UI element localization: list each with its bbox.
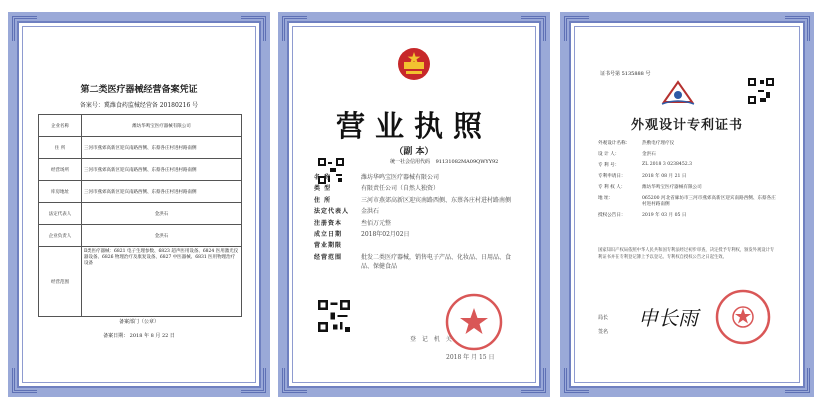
row-value: 金洪石 xyxy=(82,225,242,247)
corner-ornament xyxy=(521,368,546,393)
table-row xyxy=(39,225,242,247)
certificate-table xyxy=(38,114,242,317)
table-row xyxy=(39,159,242,181)
field-row xyxy=(314,229,520,238)
row-label: 法定代表人 xyxy=(39,203,82,225)
field-row xyxy=(314,240,520,249)
field-row xyxy=(598,195,778,207)
field-row xyxy=(598,173,778,179)
patent-fields xyxy=(598,140,778,223)
director-label: 局长 xyxy=(598,315,609,321)
row-value: 金洪石 xyxy=(82,203,242,225)
corner-ornament xyxy=(12,16,37,41)
qr-code-icon xyxy=(748,78,774,104)
field-value: 065200 河北省廊坊市三河市燕郊高新区迎宾南路西侧、东蔡各庄村进村路南侧 xyxy=(642,196,776,207)
field-label: 经营范围 xyxy=(314,253,343,261)
field-value: ZL 2018 3 0238452.3 xyxy=(642,162,693,167)
field-value: 叁佰万元整 xyxy=(361,219,392,227)
row-label: 企业负责人 xyxy=(39,225,82,247)
certificate-number: 证书号第 5135888 号 xyxy=(600,71,651,77)
record-department: 备案部门（公章） xyxy=(118,319,159,325)
row-value: 潍坊华鸣宝医疗器械有限公司 xyxy=(82,115,242,137)
field-label: 授权公告日： xyxy=(598,213,626,218)
field-row xyxy=(598,151,778,157)
patent-statement: 国家知识产权局依照中华人民共和国专利法经过初步审查，决定授予专利权，颁发外观设计专利证书并在专利登记簿上予以登记。专利权自授权公告之日起生效。 xyxy=(598,248,775,260)
field-label: 成立日期 xyxy=(314,230,343,238)
field-value: 批发二类医疗器械，销售电子产品、化妆品、日用品、食品、保健食品 xyxy=(361,253,512,270)
field-value: 有限责任公司（自然人独资） xyxy=(361,185,440,193)
registration-authority: 登 记 机 关 xyxy=(410,336,454,343)
license-fields xyxy=(314,172,520,272)
copy-label: （副 本） xyxy=(394,147,434,157)
row-value: 三河市燕郊高新区迎宾南路西侧、东蔡各庄村进村路南侧 xyxy=(82,181,242,203)
table-row xyxy=(39,203,242,225)
table-row xyxy=(39,181,242,203)
corner-ornament xyxy=(282,368,307,393)
patent-office-seal-icon xyxy=(714,288,772,346)
field-label: 注册资本 xyxy=(314,219,343,227)
medical-device-record-certificate xyxy=(8,12,270,397)
row-label: 经营场所 xyxy=(39,159,82,181)
corner-ornament xyxy=(241,368,266,393)
field-label: 专利申请日： xyxy=(598,174,626,179)
record-date: 备案日期： 2018 年 8 月 22 日 xyxy=(103,333,175,339)
field-value: 2018 年 08 月 21 日 xyxy=(642,174,687,179)
design-patent-certificate xyxy=(560,12,814,397)
corner-ornament xyxy=(785,368,810,393)
field-row xyxy=(314,183,520,192)
corner-ornament xyxy=(241,16,266,41)
field-label: 住 所 xyxy=(314,196,332,204)
table-row xyxy=(39,247,242,317)
table-row xyxy=(39,115,242,137)
director-signature: 申长雨 xyxy=(638,306,698,330)
field-row xyxy=(314,195,520,204)
field-label: 名 称 xyxy=(314,174,332,181)
qr-code-icon xyxy=(318,300,350,332)
field-label: 专 利 权 人： xyxy=(598,185,626,190)
patent-office-logo-icon xyxy=(658,78,698,108)
row-label: 库房地址 xyxy=(39,181,82,203)
license-title: 营业执照 xyxy=(335,109,492,143)
corner-ornament xyxy=(12,368,37,393)
credit-code xyxy=(390,158,498,165)
field-label: 专 利 号： xyxy=(598,163,620,168)
field-value: 三河市燕郊高新区迎宾南路西侧、东蔡各庄村进村路南侧 xyxy=(361,196,512,204)
field-label: 设 计 人： xyxy=(598,152,620,157)
business-license xyxy=(278,12,550,397)
field-value: 金洪石 xyxy=(361,208,380,216)
row-label: 经营范围 xyxy=(39,247,82,317)
field-value: 2019 年 03 月 05 日 xyxy=(642,213,687,218)
field-label: 类 型 xyxy=(314,185,332,193)
field-value: 潍坊华鸣宝医疗器械有限公司 xyxy=(361,174,440,181)
corner-ornament xyxy=(564,16,589,41)
field-row xyxy=(598,162,778,168)
field-row xyxy=(314,206,520,215)
patent-title: 外观设计专利证书 xyxy=(630,118,743,133)
field-value: 热敷电疗理疗仪 xyxy=(642,141,675,146)
credit-code-value: 91131082MA09QWYY92 xyxy=(435,159,499,165)
corner-ornament xyxy=(785,16,810,41)
field-row xyxy=(314,172,520,181)
national-emblem-icon xyxy=(396,46,432,82)
field-value: 2018年02月02日 xyxy=(361,230,410,238)
table-row xyxy=(39,137,242,159)
field-label: 法定代表人 xyxy=(314,208,350,216)
field-row xyxy=(314,218,520,227)
corner-ornament xyxy=(282,16,307,41)
corner-ornament xyxy=(521,16,546,41)
field-value xyxy=(361,240,520,249)
field-row xyxy=(314,252,520,270)
official-seal-icon xyxy=(444,292,504,352)
row-label: 住 所 xyxy=(39,137,82,159)
field-label: 外观设计名称： xyxy=(598,141,631,146)
field-row xyxy=(598,212,778,218)
field-value: 潍坊华鸣宝医疗器械有限公司 xyxy=(642,185,702,190)
issue-date: 2018 年 月 15 日 xyxy=(446,354,495,361)
field-value: 金洪石 xyxy=(642,152,656,157)
row-label: 企业名称 xyxy=(39,115,82,137)
certificate-title: 第二类医疗器械经营备案凭证 xyxy=(80,85,198,95)
row-value: Ⅱ类医疗器械：6821 电子生理参数、6823 超声医用设备、6824 医用激光仪器设备、6826 物理治疗及康复设备、6827 中医器械、6831 医用物理治疗设备 xyxy=(82,247,242,317)
credit-code-label: 统一社会信用代码 xyxy=(390,159,431,165)
signature-label: 签名 xyxy=(598,329,609,335)
field-row xyxy=(598,184,778,190)
row-value: 三河市燕郊高新区迎宾南路西侧、东蔡各庄村进村路南侧 xyxy=(82,159,242,181)
field-label: 营业期限 xyxy=(314,242,343,250)
record-number: 备案号：冀潍食药监械经营备 20180216 号 xyxy=(79,102,199,109)
field-row xyxy=(598,140,778,146)
row-value: 三河市燕郊高新区迎宾南路西侧、东蔡各庄村进村路南侧 xyxy=(82,137,242,159)
field-label: 地 址： xyxy=(598,196,614,201)
corner-ornament xyxy=(564,368,589,393)
